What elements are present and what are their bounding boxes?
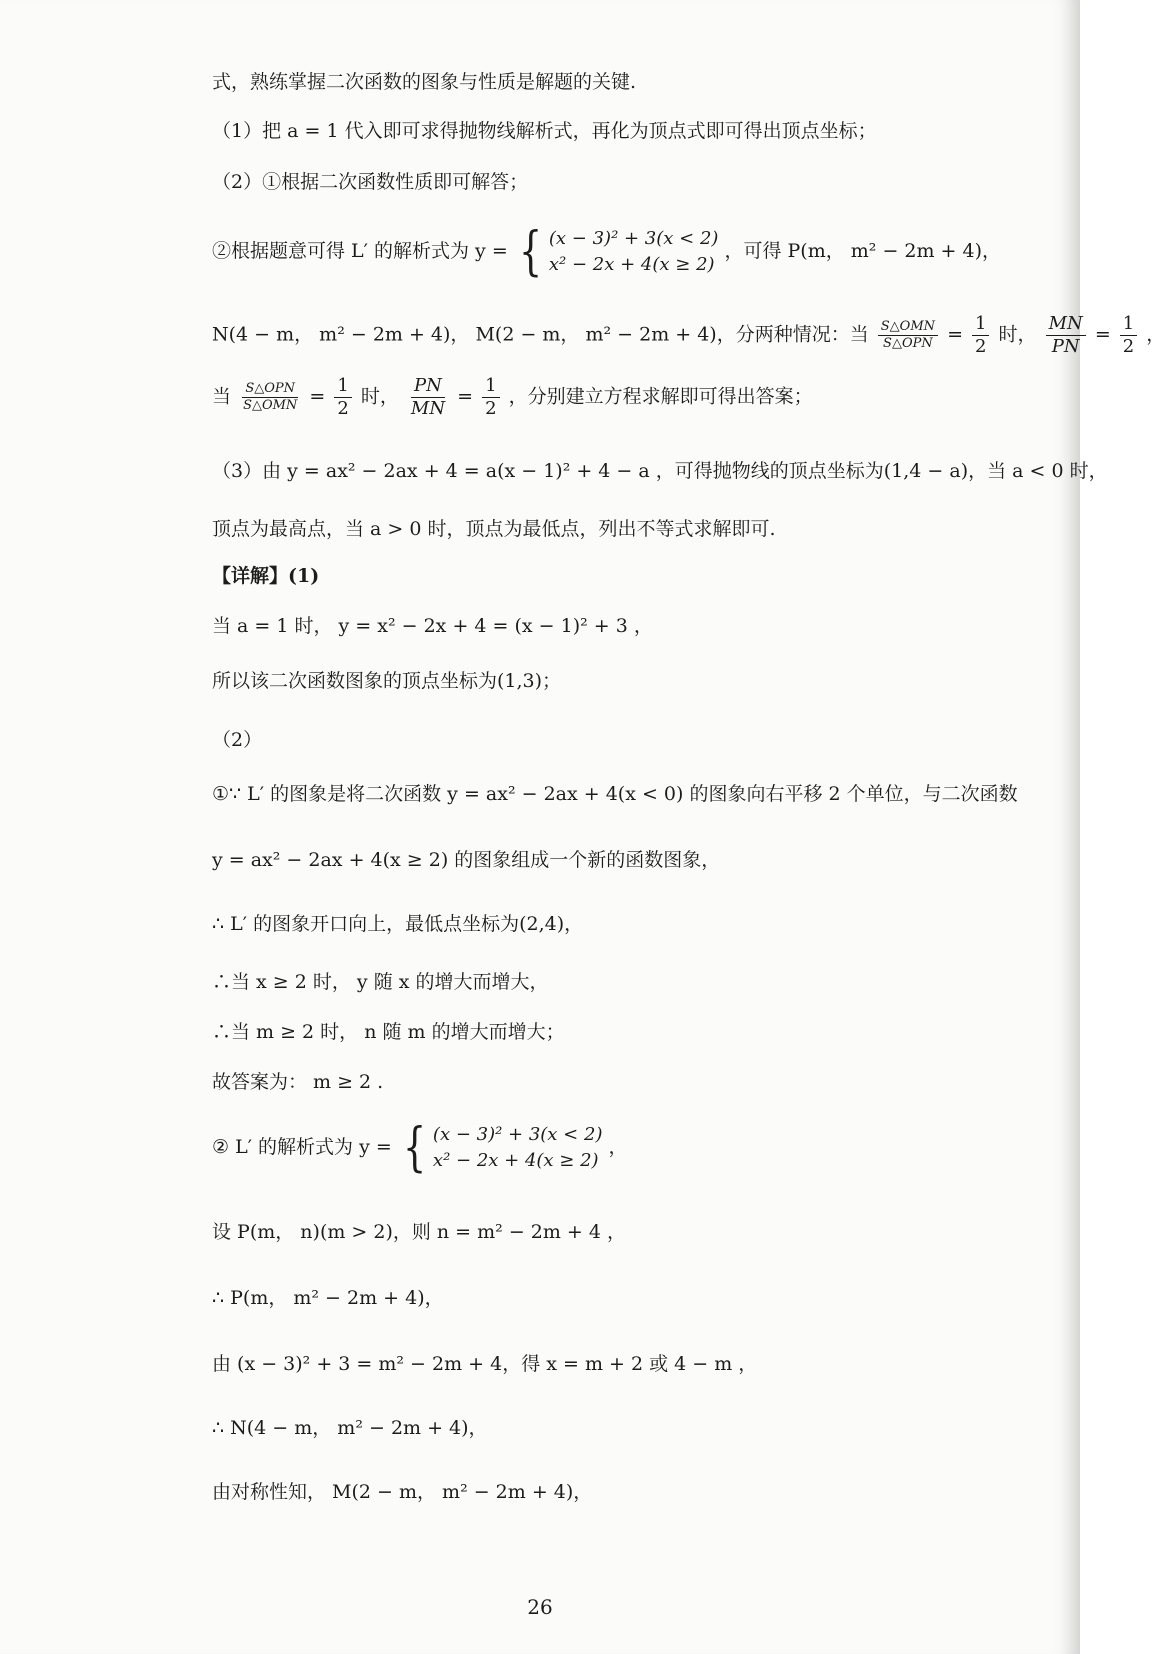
text-line-24: 由对称性知， M(2 − m， m² − 2m + 4)， [212, 1481, 593, 1503]
equals-sign: = [457, 385, 474, 408]
text-line-22: 由 (x − 3)² + 3 = m² − 2m + 4，得 x = m + 2 或 4 − m ， [212, 1353, 758, 1375]
fraction-half-2 [1120, 313, 1137, 358]
fraction-segment-ratio-1 [1046, 313, 1086, 358]
text-line-19 [212, 1118, 628, 1178]
fraction-denominator: 2 [337, 398, 349, 419]
page-number: 26 [527, 1595, 553, 1619]
fraction-numerator: S△OMN [878, 319, 938, 336]
fraction-numerator: 1 [482, 375, 499, 398]
fraction-numerator: 1 [334, 375, 351, 398]
fraction-denominator: 2 [975, 336, 987, 357]
fraction-half-3 [334, 375, 351, 420]
fraction-denominator: MN [410, 398, 446, 419]
text-line-2: （1）把 a = 1 代入即可求得抛物线解析式，再化为顶点式即可得出顶点坐标； [212, 120, 877, 142]
text-line-10: 当 a = 1 时， y = x² − 2x + 4 = (x − 1)² + 3 ， [212, 615, 653, 637]
equals-sign: = [309, 385, 326, 408]
brace-glyph: { [518, 222, 542, 282]
fraction-numerator: 1 [972, 313, 989, 336]
text-line-15: ∴ L′ 的图象开口向上，最低点坐标为(2,4)， [212, 913, 584, 935]
fraction-denominator: 2 [1122, 336, 1135, 357]
text-line-6 [212, 375, 813, 420]
text-line-17: ∴当 m ≥ 2 时， n 随 m 的增大而增大； [212, 1021, 565, 1043]
text-line-3: （2）①根据二次函数性质即可解答； [212, 171, 529, 193]
text-line-21: ∴ P(m， m² − 2m + 4)， [212, 1287, 444, 1309]
case-top: (x − 3)² + 3(x < 2) [432, 1124, 603, 1145]
text-line-7: （3）由 y = ax² − 2ax + 4 = a(x − 1)² + 4 − a ，可得抛物线的顶点坐标为(1,4 − a)，当 a < 0 时， [212, 460, 1108, 482]
fraction-numerator: S△OPN [242, 381, 298, 398]
text-line-18: 故答案为： m ≥ 2 . [212, 1071, 384, 1093]
fraction-denominator: S△OPN [883, 336, 933, 351]
detail-heading: 【详解】(1) [212, 565, 320, 587]
line5-mid: 时， [998, 323, 1037, 346]
text-line-20: 设 P(m， n)(m > 2)，则 n = m² − 2m + 4 ， [212, 1221, 627, 1243]
text-line-5 [212, 313, 1165, 358]
text-line-8: 顶点为最高点，当 a > 0 时，顶点为最低点，列出不等式求解即可. [212, 518, 776, 540]
fraction-half-1 [972, 313, 989, 358]
case-top: (x − 3)² + 3(x < 2) [548, 228, 719, 249]
fraction-area-ratio-1 [878, 319, 938, 352]
text-line-13: ①∵ L′ 的图象是将二次函数 y = ax² − 2ax + 4(x < 0) 的图象向右平移 2 个单位，与二次函数 [212, 783, 1018, 805]
text-line-12: （2） [212, 729, 263, 751]
piecewise-function [398, 1118, 603, 1178]
fraction-numerator: MN [1046, 313, 1086, 336]
text-line-23: ∴ N(4 − m， m² − 2m + 4)， [212, 1417, 488, 1439]
text-line-16: ∴当 x ≥ 2 时， y 随 x 的增大而增大， [212, 971, 549, 993]
line5-lead: N(4 − m， m² − 2m + 4)， M(2 − m， m² − 2m + 4)，分两种情况：当 [212, 323, 869, 346]
case-bottom: x² − 2x + 4(x ≥ 2) [432, 1150, 599, 1171]
line6-tail: ，分别建立方程求解即可得出答案； [508, 385, 813, 408]
text-line-1: 式，熟练掌握二次函数的图象与性质是解题的关键. [212, 71, 637, 93]
line19-tail: ， [608, 1136, 628, 1158]
fraction-denominator: PN [1051, 336, 1080, 357]
equals-sign: = [947, 323, 963, 346]
line4-tail: ，可得 P(m， m² − 2m + 4)， [724, 240, 1002, 262]
text-line-4 [212, 222, 1002, 282]
line6-mid: 时， [360, 385, 399, 408]
piecewise-function [514, 222, 719, 282]
fraction-denominator: S△OMN [243, 398, 298, 413]
text-line-11: 所以该二次函数图象的顶点坐标为(1,3)； [212, 670, 562, 692]
fraction-segment-ratio-2 [408, 375, 448, 420]
case-bottom: x² − 2x + 4(x ≥ 2) [548, 254, 715, 275]
brace-glyph: { [402, 1118, 426, 1178]
fraction-numerator: PN [411, 375, 445, 398]
text-line-14: y = ax² − 2ax + 4(x ≥ 2) 的图象组成一个新的函数图象， [212, 849, 721, 871]
line19-lead: ② L′ 的解析式为 y = [212, 1136, 392, 1158]
fraction-denominator: 2 [485, 398, 497, 419]
fraction-numerator: 1 [1120, 313, 1137, 336]
fraction-half-4 [482, 375, 499, 420]
line4-lead: ②根据题意可得 L′ 的解析式为 y = [212, 240, 508, 262]
line6-lead: 当 [212, 385, 232, 408]
line5-tail: ， [1146, 323, 1165, 346]
equals-sign: = [1094, 323, 1111, 346]
fraction-area-ratio-2 [240, 381, 300, 414]
